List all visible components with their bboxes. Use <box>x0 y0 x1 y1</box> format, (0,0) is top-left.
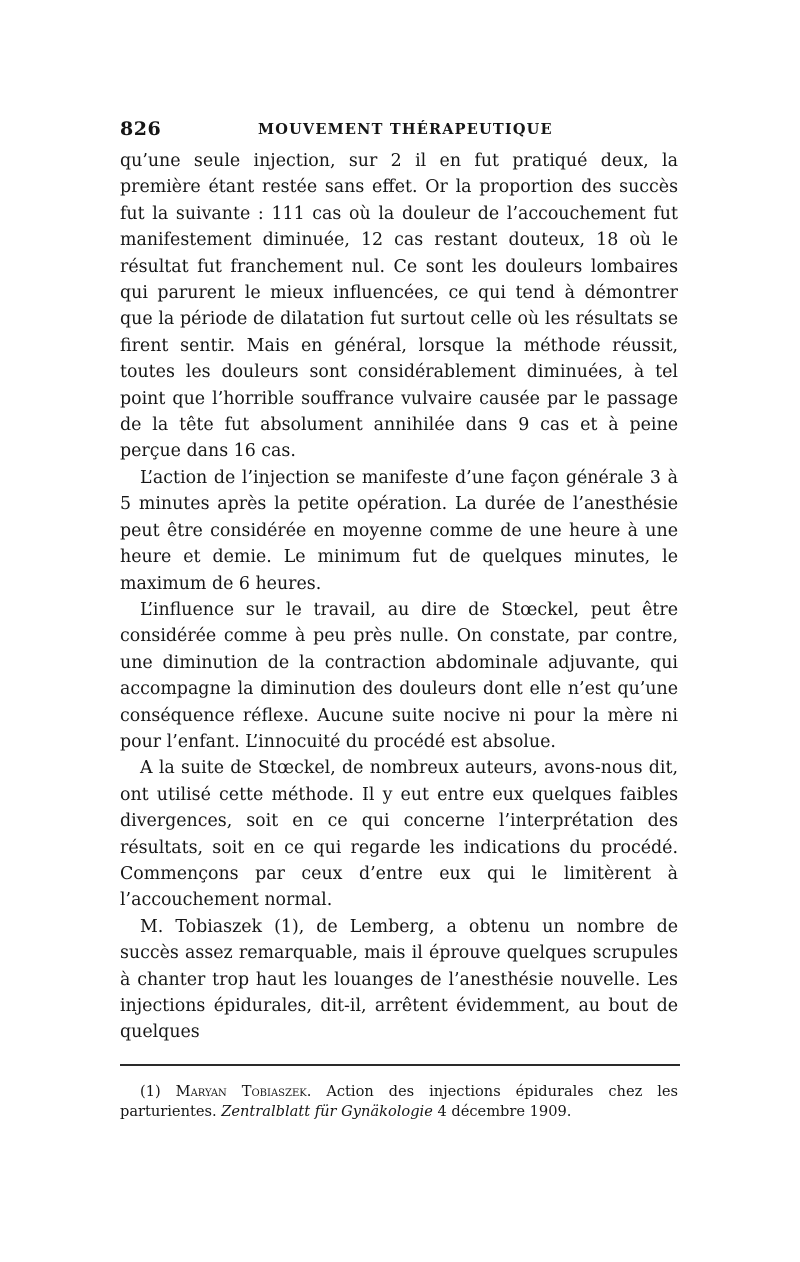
footnote <box>120 1082 678 1122</box>
footnote-marker: (1) <box>140 1083 161 1100</box>
paragraph-3: L’influence sur le travail, au dire de Stœckel, peut être considérée comme à peu près nulle. On constate, par contre, une diminution de la contraction abdominale adjuvante, qui accompagne la diminution des douleurs dont elle n’est qu’une conséquence réflexe. Aucune suite nocive ni pour la mère ni pour l’enfant. L’innocuité du procédé est absolue. <box>120 599 678 752</box>
paragraph-1: qu’une seule injection, sur 2 il en fut pratiqué deux, la première étant restée sans effet. Or la proportion des succès fut la suivante : 111 cas où la douleur de l’accouchement fut manifestement diminuée, 12 cas restant douteux, 18 où le résultat fut franchement nul. Ce sont les douleurs lombaires qui parurent le mieux influencées, ce qui tend à démontrer que la période de dilatation fut surtout celle où les résultats se firent sentir. Mais en général, lorsque la méthode réussit, toutes les douleurs sont considérablement diminuées, à tel point que l’horrible souffrance vulvaire causée par le passage de la tête fut absolument annihilée dans 9 cas et à peine perçue dans 16 cas. <box>120 151 678 462</box>
page-number: 826 <box>120 118 162 140</box>
paragraph-2: L’action de l’injection se manifeste d’une façon générale 3 à 5 minutes après la petite opération. La durée de l’anesthésie peut être considérée en moyenne comme de une heure à une heure et demie. Le minimum fut de quelques minutes, le maximum de 6 heures. <box>120 467 678 594</box>
running-title: MOUVEMENT THÉRAPEUTIQUE <box>258 121 553 138</box>
page <box>120 118 678 1046</box>
footnote-journal: Zentralblatt für Gynäkologie <box>221 1103 433 1120</box>
paragraph-5: M. Tobiaszek (1), de Lemberg, a obtenu un nombre de succès assez remarquable, mais il éprouve quelques scrupules à chanter trop haut les louanges de l’anesthésie nouvelle. Les injections épidurales, dit-il, arrêtent évidemment, au bout de quelques <box>120 916 678 1043</box>
footnote-date: 4 décembre 1909. <box>437 1103 572 1120</box>
footnote-author: Maryan Tobiaszek <box>175 1083 307 1100</box>
running-head <box>120 118 678 148</box>
footnote-rule <box>120 1064 680 1066</box>
footnote-title: . Action des injections épidurales chez les parturientes. <box>120 1083 679 1120</box>
paragraph-4: A la suite de Stœckel, de nombreux auteurs, avons-nous dit, ont utilisé cette méthode. Il y eut entre eux quelques faibles divergences, soit en ce qui concerne l’interprétation des résultats, soit en ce qui regarde les indications du procédé. Commençons par ceux d’entre eux qui le limitèrent à l’accouchement normal. <box>120 758 678 911</box>
body-text <box>120 148 678 1046</box>
